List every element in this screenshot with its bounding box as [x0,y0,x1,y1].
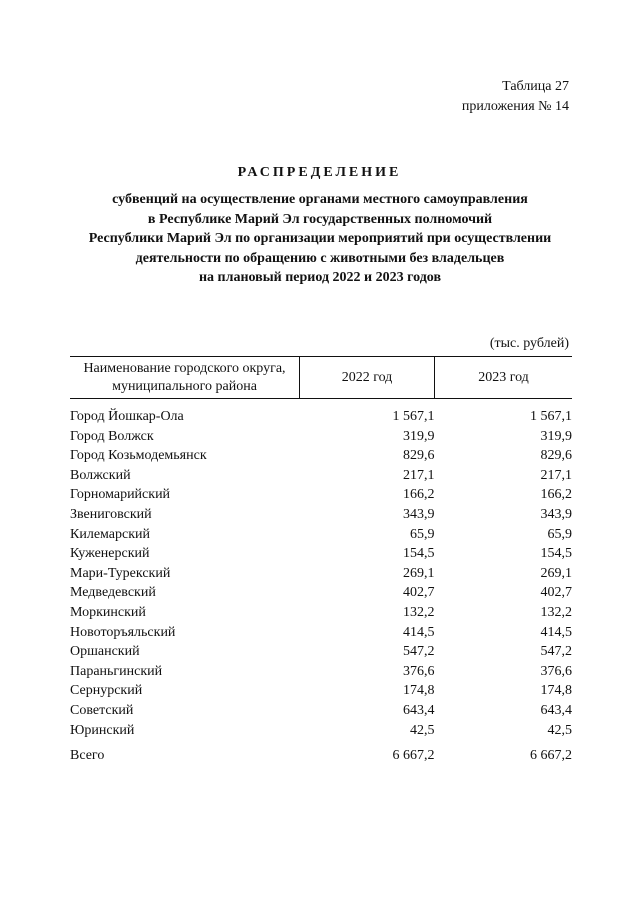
subtitle-line: в Республике Марий Эл государственных полномочий [147,211,493,227]
cell-2022: 6 667,2 [392,748,435,764]
table-row [70,399,572,427]
table-row [70,701,572,721]
cell-2023: 343,9 [540,506,572,522]
cell-municipality: Мари-Турекский [70,565,171,581]
table-row [70,525,572,545]
cell-2022: 319,9 [403,428,435,444]
table-row [70,544,572,564]
cell-2022: 65,9 [410,526,435,542]
cell-2022: 174,8 [403,683,435,699]
table-row [70,564,572,584]
cell-2023: 414,5 [540,624,572,640]
cell-2022: 166,2 [403,487,435,503]
unit-label: (тыс. рублей) [489,336,569,351]
cell-municipality: Советский [70,702,134,718]
cell-2023: 643,4 [540,702,572,718]
subtitle-line: деятельности по обращению с животными без владельцев [135,250,505,266]
cell-2023: 154,5 [540,546,572,562]
cell-municipality: Звениговский [70,506,152,522]
cell-2022: 376,6 [403,663,435,679]
cell-2022: 1 567,1 [392,409,435,424]
cell-2023: 319,9 [540,428,572,444]
table-row [70,446,572,466]
cell-municipality: Волжский [70,467,131,483]
cell-2022: 829,6 [403,448,435,464]
document-subtitle [60,190,580,288]
subtitle-line: Республики Марий Эл по организации мероприятий при осуществлении [88,231,552,246]
appendix-table-number: Таблица 27 [502,79,569,94]
table-row [70,721,572,741]
cell-2023: 217,1 [540,467,572,483]
header-municipality [70,357,300,399]
cell-2022: 42,5 [410,722,435,738]
cell-municipality: Город Козьмодемьянск [70,448,207,464]
cell-municipality: Юринский [70,722,135,738]
cell-municipality: Медведевский [70,585,156,601]
cell-municipality: Куженерский [70,546,150,562]
table-row [70,642,572,662]
table-row [70,505,572,525]
appendix-annex-number: приложения № 14 [461,99,569,114]
cell-2022: 402,7 [403,585,435,601]
cell-2023: 547,2 [540,644,572,660]
cell-municipality: Моркинский [70,604,146,620]
cell-2023: 166,2 [540,487,572,503]
cell-2022: 269,1 [403,565,435,581]
header-2022: 2022 год [300,357,435,399]
cell-2022: 343,9 [403,506,435,522]
cell-2023: 829,6 [540,448,572,464]
cell-municipality: Новоторъяльский [70,624,176,640]
table-row [70,583,572,603]
cell-2022: 132,2 [403,604,435,620]
cell-municipality: Горномарийский [70,487,171,503]
total-row [70,740,572,766]
table-row [70,485,572,505]
table-row [70,681,572,701]
cell-2023: 42,5 [547,722,572,738]
cell-2022: 414,5 [403,624,435,640]
table-body [70,399,572,766]
header-2023: 2023 год [435,357,573,399]
cell-municipality: Параньгинский [70,663,163,679]
table-row [70,623,572,643]
table-row [70,466,572,486]
cell-municipality: Город Йошкар-Ола [70,409,184,424]
cell-2022: 643,4 [403,702,435,718]
cell-municipality: Город Волжск [70,428,154,444]
cell-2022: 547,2 [403,644,435,660]
cell-2022: 154,5 [403,546,435,562]
table-header [70,357,572,399]
subtitle-line: на плановый период 2022 и 2023 годов [198,270,442,285]
table-row [70,603,572,623]
cell-municipality: Всего [70,748,105,764]
cell-municipality: Сернурский [70,683,143,699]
header-municipality-line2: муниципального района [112,378,257,394]
cell-2022: 217,1 [403,467,435,483]
cell-municipality: Оршанский [70,644,140,660]
header-municipality-line1: Наименование городского округа, [83,360,286,376]
cell-2023: 376,6 [540,663,572,679]
subtitle-line: субвенций на осуществление органами местного самоуправления [112,192,528,207]
cell-2023: 174,8 [540,683,572,699]
document-title: РАСПРЕДЕЛЕНИЕ [237,165,402,180]
table-row [70,427,572,447]
cell-2023: 65,9 [547,526,572,542]
cell-2023: 1 567,1 [530,409,572,424]
cell-2023: 402,7 [540,585,572,601]
cell-2023: 269,1 [540,565,572,581]
header-row [70,357,572,399]
cell-2023: 6 667,2 [530,748,572,764]
distribution-table [70,356,572,766]
table-row [70,662,572,682]
cell-municipality: Килемарский [70,526,151,542]
appendix-reference [462,77,569,117]
cell-2023: 132,2 [540,604,572,620]
